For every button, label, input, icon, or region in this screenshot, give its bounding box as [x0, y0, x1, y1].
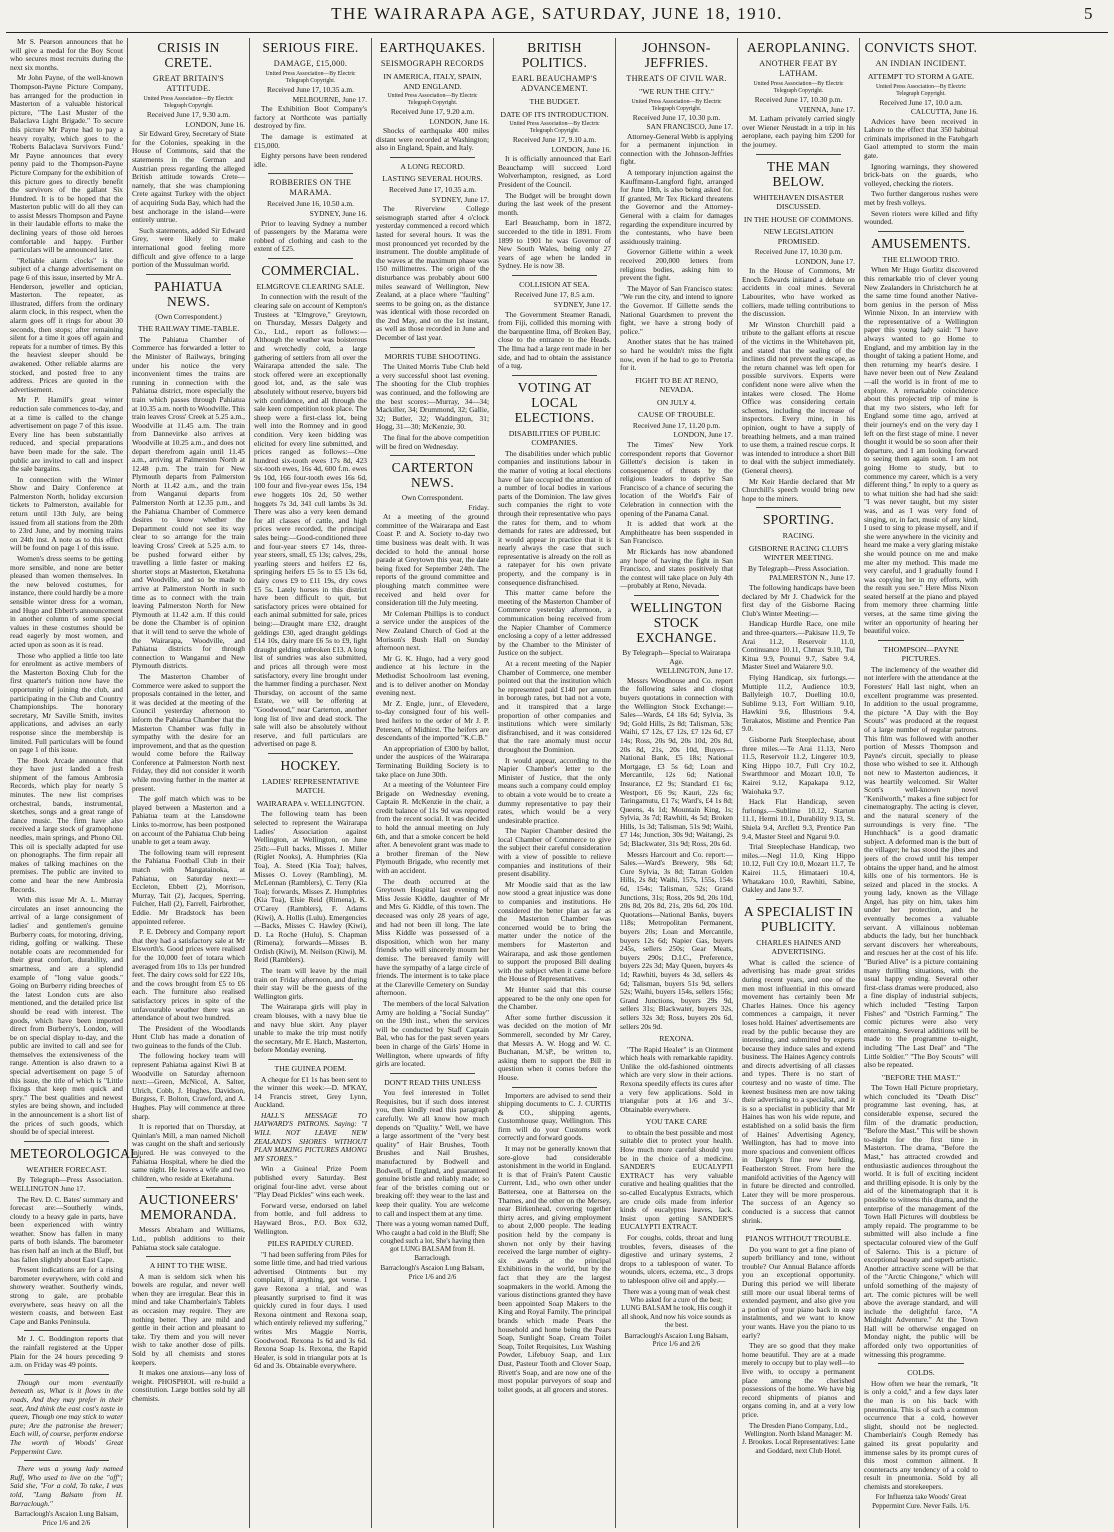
divider — [24, 1460, 109, 1461]
wire-credit: United Press Association—By Electric Telegraph Copyright. — [876, 83, 966, 97]
paragraph: For coughs, colds, throat and lung troubles, fevers, diseases of the digestive and urinary systems, 2 drops to a tablespoon of water. To wounds, ulcers, eczema, etc., 3 drops to tablespoon olive oil and apply.— — [620, 1233, 733, 1285]
column-3 — [250, 38, 372, 1528]
subheading: GREAT BRITAIN'S ATTITUDE. — [152, 74, 225, 93]
subheading: SEISMOGRAPH RECORDS — [380, 59, 485, 68]
divider — [24, 1374, 109, 1375]
subheading: YOU TAKE CARE — [645, 1117, 708, 1127]
paragraph: The United Morris Tube Club held a very successful shoot last evening. The shooting for the Club trophies was continued, and the following are the best scores:—Murray, 34—34; Mackiller, 34; Drummond, 32; Gallie, 32; Butler, 32; Waddington, 31; Hogg, 31—30; McKenzie, 30. — [376, 362, 489, 432]
dateline: Received June 17, 10.30 p.m. — [754, 247, 843, 257]
paragraph: Advices have been received in Lahore to the effect that 350 habitual criminals imprisoned in the Fatehgarh Gaol attempted to storm the main gate. — [864, 116, 978, 161]
subheading: ROBBERIES ON THE MARAMA. — [269, 178, 352, 198]
divider — [878, 231, 964, 232]
paragraph: Handicap Hurdle Race, one mile and three-quarters.—Pakisaw 11.9, Te Arai 11.2, Reservoir 11.0, Continuance 10.11, Chmax 9.10, Tui Kitua 9.9, Pounui 9.7, Sabre 9.4, Master Steel and Waiarere 9.0. — [742, 619, 855, 672]
subheading: THE GUINEA POEM. — [274, 1064, 347, 1073]
subheading: CHARLES HAINES AND ADVERTISING. — [756, 937, 841, 957]
paragraph: Trial Steeplechase Handicap, two miles.—Negl 11.0, King Hippo 10.12, Full Cry 10.0, Mozart 11.7, Te Kairei 11.5, Himataeri 10.4, Whatakaro 10.0, Rawhiti, Sabine, Oakley and Jane 9.7. — [742, 842, 855, 895]
column-7 — [738, 38, 860, 1528]
subheading: PIANOS WITHOUT TROUBLE. — [745, 1234, 852, 1244]
headline: AMUSEMENTS. — [871, 235, 971, 251]
subheading: ON JULY 4. — [657, 397, 696, 407]
paragraph: Forward verse, endorsed on label from bottle, and full address to Hayward Bros., P.O. Box 632, Wellington. — [254, 1200, 367, 1236]
column-2 — [128, 38, 250, 1528]
divider — [268, 753, 353, 754]
headline: WELLINGTON STOCK EXCHANGE. — [630, 600, 723, 645]
subheading: ANOTHER FEAT BY LATHAM. — [759, 59, 838, 78]
paragraph: A cheque for £1 1s has been sent to the winner this week:—D. M'KAY, 14 Francis street, Grey Lynn, Auckland. — [254, 1074, 367, 1110]
subheading: "WE RUN THE CITY." — [639, 87, 714, 96]
paragraph: The Masterton Chamber of Commerce were asked to support the proposals contained in the letter, and it was decided at the meeting of the Council yesterday afternoon to inform the Pahiatua Chamber that the Masterton Chamber was fully in sympathy with the desire for an improvement, and that as the question would come before the Railway Conference at Palmerston North next Friday, they did not consider it worth while moving further in the matter at present. — [132, 671, 245, 793]
headline: AEROPLANING. — [747, 40, 850, 55]
subheading: PILES RAPIDLY CURED. — [267, 1239, 354, 1249]
paragraph: Importers are advised to send their shipping documents to C. J. CURTIS & CO., shipping agents, Customhouse quay, Wellington. This firm will do your Customs work correctly and forward goods. — [498, 1090, 611, 1143]
paragraph: The Rev. D. C. Bates' summary and forecast are:—Southerly winds, cloudy to a heavy gale in parts, have been experienced with wintry weather. Snow has fallen in many parts of both islands. The barometer has risen half an inch at the Bluff, but has fallen slightly about East Cape. — [10, 1194, 123, 1264]
paragraph: Prior to leaving Sydney a number of passengers by the Marama were robbed of clothing and cash to the extent of £25. — [254, 218, 367, 254]
paragraph: Flying Handicap, six furlongs.—Muttiple 11.2, Audience 10.9, Ballyleigh 10.7, Duelling 10.0, Sublime 9.13, Fort William 9.10, Hawkini 9.6, Illustrious 9.4, Terakatos, Mistime and Prentice Pan 9.0. — [742, 672, 855, 734]
paragraph: Another states that he has trained so hard he wouldn't miss the fight now, even if he had to go to Pretoria for it. — [620, 337, 733, 373]
dateline: Received June 17, 8.5 a.m. — [514, 290, 595, 300]
divider — [146, 1256, 231, 1257]
divider — [146, 1187, 231, 1188]
columns — [6, 38, 1108, 1528]
subheading: FIGHT TO BE AT RENO, NEVADA. — [635, 375, 718, 395]
paragraph: Mr Winston Churchill paid a tribute to the gallant efforts at rescue of the victims in the Whitehaven pit, and stated that the sealing of the inclines did not prevent the escape, as the return channel was left open for possible survivors. Experts were confident none were alive when the intakes were closed. The Home Office was considering certain schemes, including the increase of inspectors. Every mine, in his opinion, ought to have a supply of breathing helmets, and a man trained to use them, a trained rescue corps. It was intended to introduce a short Bill to deal with the subject immediately. (General cheers). — [742, 319, 855, 475]
paragraph: M. Latham privately carried singly over Wiener Neustadt in a trip in his aeroplane, each paying him £200 for the journey. — [742, 114, 855, 149]
paragraph: An appropriation of £300 by ballot, under the auspices of the Wairarapa Terminating Building Society is to take place on June 30th. — [376, 743, 489, 779]
paragraph: They are so good that they make home beautiful. They are at a made merely to occupy but to play well—to live with, to occupy a permanent place among the cherished possessions of the home. We have big record shipments of pianos and organs coming in, and at a very low price. — [742, 1341, 855, 1419]
verse: Though our mom eventually beneath us, What is it flows in the roads, And they may prefer in their seat, And think the east cost's taste in queen, Though one may stick to water pure; Are the patronise the brewer; Each will, of course, perform endorse The worth of Woods' Great Peppermint Cure. — [10, 1377, 123, 1456]
paragraph: A man is seldom sick when his bowels are regular, and never well when they are irregular. Bear this in mind and take Chamberlain's Tablets as occasion may require. They are nothing better. They are mild and gentle in their action and pleasant to take. Try them and you will never wish to take another dose of pills. Sold by all chemists and stores keepers. — [132, 1271, 245, 1367]
divider — [756, 1229, 841, 1230]
paragraph: At a meeting of the Volunteer Fire Brigade on Wednesday evening, Captain R. McKenzie in the chair, a credit balance of 11s 9d was reported from the recent social. It was decided to hold the annual meeting on July 6th, and that a smoke concert be held after. A benevolent grant was made to a brother fireman of the New Plymouth Brigade, who recently met with an accident. — [376, 780, 489, 876]
paragraph: The final for the above competition will be fired on Wednesday. — [376, 432, 489, 451]
subheading: DATE OF ITS INTRODUCTION. — [500, 109, 609, 119]
dateline: Received June 16, 10.50 a.m. — [266, 199, 355, 209]
headline: CARTERTON NEWS. — [391, 460, 474, 491]
paragraph: The inclemency of the weather did not interfere with the attendance at the Foresters' Hall last night, when an excellent programme was presented. In addition to the usual programme, the picture "A Day with the Boy Scouts" was produced at the request of a large number of regular patrons. This film was followed with another portion of Messrs Thompson and Payne's circuit, specially to please those who wished to see it. Although not new to Masterton audiences, it was heartily welcomed. Sir Walter Scott's well-known novel "Kenilworth," makes a fine subject for cinematography. The acting is clever, and the natural scenery of the surroundings is very fine. "The Hunchback" is a good dramatic subject. A deformed man is the butt of the villager; he has stood the jibes and jeers of the crowd until his temper obtains the upper hand, and he almost kills one of his tormentors. He is seized and placed in the stocks. A young lady, known as the Village Angel, has pity on him, takes him under her protection, and he eventually becomes a valuable servant. A villainous nobleman abducts the lady, but her hunchback servant discovers her whereabouts, and rescues her at the cost of his life. "Buried Alive" is a picture containing many thrilling situations, with the usual happy ending. Several other first-class dramas were produced, also a fine display of industrial subjects, which included "Testing Tarpon Fishes" and "Ostrich Farming." The comic pictures were also very entertaining. Several additions will be made to the programme to-night, including "The Last Deal" and "The Little Soldier." "The Boy Scouts" will also be repeated. — [864, 664, 978, 1070]
paragraph: The Budget will be brought down during the last week of the present month. — [498, 190, 611, 217]
dateline: Received June 17, 9.10 a.m. — [512, 135, 597, 144]
dateline: Received June 17, 9.30 a.m. — [146, 110, 231, 119]
paragraph: Two further dangerous rushes were met by fresh volleys. — [864, 189, 978, 208]
divider — [512, 275, 597, 276]
dateline: Received June 17, 10.35 a.m. — [388, 184, 477, 194]
divider — [512, 375, 597, 376]
paragraph: "I had been suffering from Piles for some little time, and had tried various advertised Ointments but my complaint, if anything, got worse. I gave Rexona a trial, and was pleasantly surprised to find it was quickly cured in four days. I used Rexona ointment and Rexona soap, which entirely relieved my suffering," writes Mrs Maggie Norris, Goodwood. Rexona 1s 6d and 3s 6d. Rexona Soap 1s. Rexona, the Rapid Healer, is sold in triangular pots at 1s 6d and 3s. Obtainable everywhere. — [254, 1249, 367, 1371]
paragraph: At a meeting of the ground committee of the Wairarapa and East Coast P. and A. Society to-day two time business was dealt with. It was decided to hold the annual horse parade at Greytown this year, the date being fixed for September 24th. The reports of the ground committee and ploughing match committee were received and held over for consideration till the July meeting. — [376, 512, 489, 608]
paragraph: Attorney-General Webb is applying for a permanent injunction in connection with the Johnson-Jeffries fight. — [620, 131, 733, 167]
paragraph: Mr S. Pearson announces that he will give a medal for the Boy Scout who secures most recruits during the next six months. — [10, 37, 123, 72]
paragraph: It is added that work at the Amphitheatre has been suspended in San Francisco. — [620, 519, 733, 546]
dateline: Received June 17, 10.30 p.m. — [754, 95, 843, 104]
subheading: REXONA. — [659, 1034, 694, 1044]
place-dateline: LONDON, June 17. — [795, 256, 855, 266]
paragraph: Mr Keir Hardie declared that Mr Churchill's speech would bring new hope to the miners. — [742, 476, 855, 503]
headline: A SPECIALIST IN PUBLICITY. — [743, 903, 854, 934]
paragraph: The following team will represent the Pahiatua Football Club in their match with Mangatainoka, at Pahiatua, on Saturday next:—Eccleton, Ebbett (2), Morrison, Murray, Tait (2), Jacques, Sperring, Fulcher, Hall (2), Farrell, Fairbrother, Eddie. Mr Bradstock has been appointed referee. — [132, 847, 245, 926]
paragraph: With this issue Mr A. L. Murray circulates an inset announcing the arrival of a large consignment of ladies' and gentlemen's genuine Burberry coats, for motoring, driving, riding, golfing or walking. These notable coats are recommended for their great comfort, durability, and smartness, and are a splendid example of "long value goods." Going on Burberry riding breeches of the latest London cuts are also mentioned, and the detailed price list should be read with interest. The goods, which have been imported direct from Burberry's, London, will be on special display to-day, and the public are invited to call and see for themselves the extensiveness of the range. Attention is also drawn to a special advertisement on page 5 of this issue, the title of which is "Little fixings that keep men quick and spry." The best qualities and newest styles are being shown, and included in the announcement is a short list of the prices of such goods, which should be of special interest. — [10, 895, 123, 1137]
place-dateline: WELLINGTON, June 17. — [655, 666, 733, 676]
paragraph: The following team has been selected to represent the Wairarapa Ladies' Association against Wellington, at Wellington, on June 25th:—Full backs, Misses J. Miller (Riglet Nooks), A. Humphries (Kia Toa), A. Steed (Kia Toa); halves, Misses O. Lovey (Rambling), M. McLennan (Ramblers), C. Terry (Kia Toa); forwards, Misses Z. Humphries (Kia Toa), Elsie Reid (Rimena), K. O'Carey (Ramblers), F. Adams (Kiwi), A. Hollis (Lulu). Emergencies—Backs, Misses C. Hawley (Kiwi), D. La Roche (Hulu), S. Chapman (Rimena); forwards—Misses B. Ordish (Kiwi), M. Neilson (Kiwi), M. Reid (Ramblers). — [254, 809, 367, 965]
paragraph: Present indications are for a rising barometer everywhere, with cold and showery weather. Southerly winds, strong to gale, are probable everywhere, seas heavy on all the western coasts, and between East Cape and Banks Peninsula. — [10, 1265, 123, 1326]
place-dateline: VIENNA, June 17. — [798, 104, 855, 114]
paragraph: A temporary injunction against the Kauffmann-Langford fight, arranged for June 18th, is also being asked for. If granted, Mr Tex Rickard threatens the Governor and the Attorney-General with a claim for damages regarding the expenditure incurred by the contestants, who have been assiduously training. — [620, 168, 733, 246]
headline: HOCKEY. — [280, 757, 341, 773]
paragraph: Mr Z. Engle, junr., of Elevedere, to-day consigned four of his well-bred heifers to the order of Mr J. P. Petersen, of Midhirst. The heifers are descendants of the imported "K.C.B." — [376, 698, 489, 743]
divider — [390, 347, 475, 348]
headline: METEOROLOGICAL. — [10, 1145, 143, 1161]
paragraph: Do you want to get a fine piano of superb brilliancy and tone, without trouble? Our Annual Balance affords you an exceptional opportunity. During this period we will liberate still more our usual liberal terms of extended payment, and also give you a portion of your piano back in easy instalments, and we want to know your wants. Have you the piano to us early? — [742, 1244, 855, 1340]
subheading: LADIES' REPRESENTATIVE MATCH. — [262, 776, 359, 796]
paragraph: The disabilities under which public companies and institutions labour in the matter of voting at local elections have of late occupied the attention of a number of local bodies in various parts of the Dominion. The law gives such companies the right to vote through their representative who pays the rates for them, and to whom demands for rates are addressed, but it would appear in practice that it is nearly always the case that such representative is already on the roll as a ratepayer for his own private property, and the company is in consequence disfranchised. — [498, 448, 611, 587]
place-dateline: SAN FRANCISCO, June 17. — [646, 122, 733, 132]
place-dateline: LONDON, June 17. — [673, 430, 733, 440]
divider — [390, 157, 475, 158]
divider — [268, 1059, 353, 1060]
paragraph: The Times' New York correspondent reports that Governor Gillette's decision is taken in consequence of threats by the religious leaders to deprive San Francisco of a chance of securing the location of the World's Fair of Celebration in connection with the opening of the Panama Canal. — [620, 439, 733, 518]
subheading: ATTEMPT TO STORM A GATE. — [867, 72, 975, 81]
subheading: DON'T READ THIS UNLESS — [384, 1077, 481, 1087]
advert-text: Barraclough's Ascaion Lung Balsam, Price 1/6 and 2/6 — [624, 1331, 729, 1348]
paragraph: Hack Flat Handicap, seven furlongs.—Sublime 10.12, Starton 11.1, Hermi 10.1, Durability 9.13, St. Shiela 9.4, Arcflett 9.3, Prentice Pan 9.4, Master Steel and Ngarui 9.0. — [742, 797, 855, 841]
place-dateline: SYDNEY, June 16. — [309, 208, 367, 218]
subheading: IN THE HOUSE OF COMMONS. — [743, 214, 854, 224]
subheading: MORRIS TUBE SHOOTING. — [384, 351, 481, 361]
subheading: RACING. — [782, 531, 815, 541]
paragraph: Messrs Woodhouse and Co. report the following sales and closing buyers quotations in connection with the Wellington Stock Exchange:—Sales—Wards, £4 18s 6d; Sylvia, 3s 9d; Gold Hills, 2s 8d; Talisman, 53s; Waihi, £7 12s, £7 12s, £7 12s 6d, £7 14s; Ross, 20s 9d, 20s 10d, 20s 8d, 20s 8d, 21s, 20s 10d, Buyers—National Bank, £5 18s; National Mortgage, £3 5s 6d; Loan and Mercantile, 12s 6d; National Insurance, £2 9s; Standard £1 6s; Westport, £6 9s; Kauri, 22s 6s; Taringamutu, £1 7s; Ward's, £4 1s 8d; Queens, 4s 1d; Mountain King, 1s; Sylvia, 3s 7d; Rawhiti, 4s 5d; Broken Hills, 1s 3d; Talisman, 51s 9d; Waihi, £7 14s; Junction, 30s 9d; Waitangi, 2s 5d; Blackwater, 31s 9d; Ross, 20s 6d. — [620, 675, 733, 849]
subheading: A HINT TO THE WISE. — [149, 1261, 228, 1271]
headline: CRISIS IN CRETE. — [157, 40, 220, 70]
masthead — [0, 4, 1114, 30]
paragraph: In the House of Commons, Mr Enoch Edwards initiated a debate on accidents in coal mines. Several Labourites, who have worked as colliers, made telling contributions to the discussion. — [742, 266, 855, 319]
paragraph: It is officially announced that Earl Beauchamp will succeed Lord Wolverhampton, resigned, as Lord President of the Council. — [498, 154, 611, 189]
dateline: Received June 17, 11.20 p.m. — [632, 420, 721, 430]
paragraph: The Napier Chamber desired the local Chamber of Commerce to give the subject their careful consideration with a view of possible to relieve companies and institutions of their present disability. — [498, 826, 611, 879]
subheading: GISBORNE RACING CLUB'S WINTER MEETING. — [748, 543, 849, 563]
divider — [268, 173, 353, 174]
paragraph: The death occurred at the Greytown Hospital last evening of Miss Jessie Kiddle, daughter of Mr and Mrs G. Kiddle, of this town. The deceased was only 28 years of age, and had not been ill long. The late Miss Kiddle was possessed of a disposition, which won her many friends who will sincerely mourn her demise. The bereaved family will have the sympathy of a large circle of friends. The interment is to take place at the Clareville Cemetery on Sunday afternoon. — [376, 876, 489, 998]
headline: COMMERCIAL. — [261, 262, 360, 278]
paragraph: Messrs Harcourt and Co. report:—Sales.—Ward's Brewery, 98s 6d; Cure Sylvia, 3s 8d; Tatran Golden Hills, 2s 8d; Waihi, 157s, 155s, 154s 6d, 154s; Talisman, 52s; Grand Junctions, 31s; Ross, 20s 9d, 20s 10d, 20s 8d, 20s 8d, 21s, 20s 6d, 20s 10d. Quotations—National Banks, buyers 118s; Metropolitan Permanent, buyers 20s; Loan and Mercantile, buyers 12s 6d; Napier Gas, buyers 245s, sellers 250s; Gear Meats, buyers 290s; D.I.C., Preference, buyers 22s 3d; May Queen, buyers 4s 1d; Rawhiti, buyers 4s 3d, sellers 4s 6d; Talisman, buyers 51s 9d, sellers 52s; Waihi, buyers 154s, sellers 156s; Grand Junctions, buyers 29s 9d, sellers 31s; Blackwater, buyers 32s, sellers 32s 3d; Ross, buyers 20s 6d, sellers 20s 9d. — [620, 849, 733, 1031]
column-4 — [372, 38, 494, 1528]
paragraph: The Riverview College seismograph started after 4 o'clock yesterday commenced a record which lasted for several hours. It was the most pronounced yet recorded by the instrument. The double amplitude of the waves at the maximum phase was 150 millimetres. The origin of the disturbance was probably about 600 miles seaward of Wellington, New Zealand, at a place where "faulting" seems to be going on, as the distance was identical with those recorded on the 2nd May, and on the 1st instant, as well as those recorded in June and December of last year. — [376, 204, 489, 343]
subheading: COLLISION AT SEA. — [519, 279, 590, 289]
headline: BRITISH POLITICS. — [521, 40, 588, 70]
paragraph: It is reported that on Thursday, at Quinlan's Mill, a man named Nicholl was caught on the shaft and seriously injured. He was conveyed to the Pahiatua Hospital, where he died the same night. He leaves a wife and two children, who reside at Eketahuna. — [132, 1122, 245, 1183]
paragraph: Seven rioters were killed and fifty wounded. — [864, 208, 978, 227]
wire-credit: United Press Association—By Electric Telegraph Copyright. — [265, 71, 356, 84]
divider — [756, 154, 841, 155]
divider — [878, 640, 964, 641]
paragraph: It may not be generally known that sore-glove had considerable astonishment in the world in England. It is that of Frain's Patent Caustic Current, Ltd., who own other under Battersea, one at Battersea on the Thames, and the other on the Mersey, near Birkenhead, covering together thirty acres, and giving employment to about 2,000 people. The leading position held by the company is shown not only by their having received the large number of eighty-six awards at the principal Exhibitions in the world, but by the fact that they are the largest soapmakers in the world. Among the various distinctions granted they have been appointed Soap Makers to the King and Royal Family. The principal brands which made Pears the household and home being the Pears Soap, Sunlight Soap, Cream Toilet Soap, Toilet Requisites, Lux Washing Powder, Lifebuoy Soap, and Lux Dust, Pasteur Tooth and Clover Soap, Rivett's Soap, and are now one of the most popular purveyors of soap and toilet goods, at all grocers and stores. — [498, 1144, 611, 1394]
paragraph: Such statements, added Sir Edward Grey, were likely to make international good feeling more difficult and give offence to a large portion of the Mussulman world. — [132, 225, 245, 270]
divider — [512, 1087, 597, 1088]
paragraph: P. E. Debrecy and Company report that they had a satisfactory sale at Mr Elsworth's. Good prices were realised for the 10,000 feet of totara which averaged from 10s to 13s per hundred feet. The dairy cows sold for £22 10s, and the cows brought from £5 to £6 each. The furniture also realised satisfactory prices in spite of the unfavourable weather there was an attendance of about two hundred. — [132, 927, 245, 1023]
paragraph: The Pahiatua Chamber of Commerce has forwarded a letter to the Minister of Railways, bringing under his notice the very inconvenient times the trains are running in connection with the Pahiatua district, more especially the train which passes through Pahiatua at 10.35 a.m. north to Woodville. This train leaves Cross' Creek at 5.25 a.m., Woodville at 11.45 a.m. The train from Dannevirke also arrives at Woodville at 10.25 a.m., and does not depart therefrom again until 11.45 a.m., arriving at Palmerston North at 12.48 p.m. The train for New Plymouth departs from Palmerston North at 11.42 a.m., and the train from Wanganui departs from Palmerston North at 12.35 p.m., and the Pahiatua Chamber of Commerce desires to know whether the Department could not see its way clear to so arrange for the train leaving Cross' Creek at 5.25 a.m. to be pushed forward either by travelling a little faster or making shorter stops at Masterton, Eketahuna and Woodville, and so be made to arrive at Palmerston North in such time as to connect with the train leaving Palmerston North for New Plymouth at 11.42 a.m. If this could be done the Chamber is of opinion that it will tend to serve the whole of the Wairarapa, Woodville, and Pahiatua districts for through connection to Wanganui and New Plymouth districts. — [132, 334, 245, 671]
divider — [390, 1073, 475, 1074]
headline: SPORTING. — [762, 512, 835, 528]
verse: HALL'S MESSAGE TO HAYWARD'S PATRONS. Saying: "I WILL NOT LEAVE NEW ZEALAND'S SHORES WITHOUT PLAN MAKING PICTURES AMONG MY STORES." — [254, 1110, 367, 1163]
paragraph: Sir Edward Grey, Secretary of State for the Colonies, speaking in the House of Commons, said that the statements in the German and Austrian press regarding the alleged British attitude towards Crete—namely, that she was championing Crete against Turkey with the object of acquiring Suda Bay, which had the best anchorage in the island—were entirely untrue. — [132, 129, 245, 225]
paragraph: You feel interested in Tollet Requisites, but if such does interest you, then kindly read this paragraph carefully. We all know how much depends on "Quality." Well, we have a large assortment of the "very best quality" of Hair Brushes, Tooth Brushes and Nail Brushes, manufactured by Bodwell and Bodwell, of England, and guaranteed genuine bristle and reliably made; so fear of the bristles coming out or breaking off: they wear to the last and keep their quality. You are welcome to call and inspect them at any time. — [376, 1088, 489, 1218]
advert-text: There was a young man of weak chest Who asked for a cure of the best; LUNG BALSAM he took, His cough it all shook, And now his voice sounds as the best. — [621, 1287, 732, 1330]
advert-text: There was a young woman named Duff, Who caught a bad cold in the Bluff; She coughed such a lot, She's having then got LUNG BALSAM from H. Barraclough. — [376, 1220, 489, 1262]
dateline: Received June 17, 9.20 a.m. — [390, 107, 475, 116]
headline: THE MAN BELOW. — [766, 158, 831, 189]
paragraph: Mr John Payne, of the well-known Thompson-Payne Picture Company, has arranged for the production in Masterton of a valuable historical picture, "The Last Muster of the Balaclava Light Brigade." To secure this picture Mr Payne had to pay a heavy royalty, which goes to the 'Roberts Balaclava Survivors Fund.' Mr Payne announces that every penny paid to the Thompson-Payne Picture Company for the exhibition of this picture goes to directly benefit the survivors of the gallant Six Hundred. It is to be hoped that the Masterton public will do all they can to assist Messrs Thompson and Payne in their laudable efforts to make the declining years of those old heroes comfortable and happy. Further particulars will be announced later. — [10, 73, 123, 255]
place-dateline: MELBOURNE, June 17. — [292, 94, 367, 104]
place-dateline: LONDON, June 16. — [185, 119, 245, 129]
paragraph: Gisborne Park Steeplechase, about three miles.—Te Arai 11.13, Nero 11.5, Reservoir 11.2, Lingerer 10.9, King Hippo 10.7, Full Cry 10.2, Swarthmoor and Mozart 10.0, Te Kairei 9.12, Kapakapa 9.12, Waiohaka 9.7. — [742, 735, 855, 796]
dateline: Received June 17, 10.0 a.m. — [879, 97, 963, 107]
verse: There was a young lady named Ruff, Who used to live on the "off"; Said she, "For a cold, To take, I was told, "Lung Balsam from H. Barraclough." — [10, 1464, 123, 1508]
divider — [878, 1363, 964, 1364]
dateline: Own Correspondent. — [401, 493, 464, 503]
divider — [756, 507, 841, 508]
masthead-rule — [6, 32, 1108, 33]
column-6 — [616, 38, 738, 1528]
headline: VOTING AT LOCAL ELECTIONS. — [514, 379, 595, 425]
wire-credit: United Press Association—By Electric Telegraph Copyright. — [387, 93, 478, 106]
subheading: ELMGROVE CLEARING SALE. — [256, 281, 365, 291]
subheading: THOMPSON—PAYNE PICTURES. — [883, 644, 959, 664]
subheading: THE ELLWOOD TRIO. — [882, 254, 960, 264]
advert-text: Barraclough's Ascaion Lung Balsam, Price 1/6 and 2/6 — [380, 1264, 485, 1281]
subheading: EARL BEAUCHAMP'S ADVANCEMENT. — [511, 74, 598, 93]
headline: SERIOUS FIRE. — [262, 40, 359, 55]
wire-credit: United Press Association—By Electric Telegraph Copyright. — [143, 96, 234, 109]
column-5 — [494, 38, 616, 1528]
place-dateline: LONDON, June 16. — [429, 116, 489, 126]
subheading: "BEFORE THE MAST." — [881, 1072, 961, 1082]
subheading: COLDS. — [907, 1368, 935, 1378]
headline: EARTHQUAKES. — [379, 40, 486, 55]
place-dateline: SYDNEY, June 17. — [431, 194, 489, 204]
paragraph: The following handicaps have been declared by Mr J. Chadwick for the first day of the Gisborne Racing Club's Winter Meeting:— — [742, 582, 855, 618]
subheading: WHITEHAVEN DISASTER DISCUSSED. — [753, 192, 844, 212]
paragraph: It would appear, according to the Napier Chamber's letter to the Minister of Justice, that the only means such a company could employ to obtain a vote would be to create a dummy representative to pay their rates, which would be a very undesirable practice. — [498, 755, 611, 825]
place-dateline: SYDNEY, June 17. — [553, 300, 611, 309]
headline: CONVICTS SHOT. — [864, 40, 978, 55]
paragraph: Those who applied a little too late for enrolment as active members of the Masterton Boxing Club for the first quarter's tuition now have the opportunity of joining the club, and participating in the Club and Country Championships. The honorary secretary, Mr Saville Smith, invites applications, and advises an early response since the membership is limited. Full particulars will be found on page 1 of this issue. — [10, 650, 123, 755]
divider — [146, 274, 231, 275]
subheading: IN AMERICA, ITALY, SPAIN, AND ENGLAND. — [383, 72, 482, 91]
dateline: Received June 17, 10.35 a.m. — [266, 85, 355, 94]
paragraph: "Reliable alarm clocks" is the subject of a change advertisement on page 6 of this issue, inserted by Mr A. Henderson, jeweller and optician, Masterton. The repeater, as illustrated, differs from the ordinary alarm clock, in this respect, when the alarm goes off it rings for about 30 seconds, then stops; after remaining silent for a time it goes off again and repeats for a number of times. By this the heaviest sleeper should be awakened. Other reliable alarms are stocked, and posted free to any address. Prices are quoted in the advertisement. — [10, 255, 123, 394]
paragraph: In connection with the result of the clearing sale on account of Kempton's Trustees at "Elmgrove," Greytown, on Thursday, Messrs Dalgety and Co., Ltd., report as follows:—Although the weather was boisterous and wretchedly cold, a large gathering of settlers from all over the Wairarapa attended the sale. The stock offered were an exceptionally good lot, and, as the sale was absolutely without reserve, buyers bid with confidence, and all through the sale keen competition took place. The sheep were a first-class lot, being well into the Romney and in good condition. Very keen bidding was elicited for every line submitted, and prices ranged as follows:—One hundred six-tooth ewes 17s 8d, 423 six-tooth ewes, 16s 4d, 600 f.m. ewes 9s 10d, 166 four-tooth ewes 16s 6d, 100 four and five-year ewes 15s, 194 ewe hoggets 10s 2d, 50 wether hoggets 7s 3d, 341 cull lambs 3s 3d. There was also a very keen demand for all classes of cattle, and high prices were recorded, the principal sales being:—Good-conditioned three and four-year steers £7 14s, three-year steers, small, £5 13s; calves, 29s, yearling steers and heifers £2 6s, springing heifers £5 5s to £5 13s 6d, dairy cows £9 to £11 19s, dry cows £5 5s. Lately horses in this district have been difficult to quit, but satisfactory prices were obtained for each animal submitted for sale, prices being:—Draught mare £32, draught geldings £30, aged draught geldings £14 10s, dairy mare £6 5s to £9, light draught gelding unbroken £13. A long list of sundries was also submitted, and prices all through were most satisfactory, every line brought under the hammer finding a purchaser. Next Thursday, on account of the same Estate, we will be offering at "Goodwood," near Carterton, another long list of live and dead stock. The sale will also be absolutely without reserve, and full particulars are advertised on page 8. — [254, 292, 367, 749]
paragraph: By Telegraph—Press Association. WELLINGTON June 17. — [10, 1175, 123, 1193]
paragraph: Mr G. K. Hugo, had a very good audience at his lecture in the Methodist Schoolroom last evening, and is to deliver another on Monday evening next. — [376, 653, 489, 698]
subheading: A LONG RECORD. — [400, 161, 465, 171]
subheading: LASTING SEVERAL HOURS. — [382, 174, 483, 184]
divider — [268, 258, 353, 259]
subheading: THE BUDGET. — [529, 97, 580, 106]
divider — [634, 595, 719, 596]
divider — [390, 455, 475, 456]
paragraph: The team will leave by the mail train on Friday afternoon, and during their stay will be the guests of the Wellington girls. — [254, 966, 367, 1001]
paragraph: "The Rapid Healer" is an Ointment which heals with remarkable rapidity. Unlike the old-fashioned ointments which are very slow in their actions. Rexona speedily effects its cures after a very few applications. Sold in triangular pots at 1/6 and 3/-. Obtainable everywhere. — [620, 1044, 733, 1114]
paragraph: When Mr Hugo Gorlitz discovered this remarkable trio of clever young New Zealanders in Christchurch he at the same time found another Native-born genius in the person of Miss Winnie Nixon. In an interview with the representative of a Wellington paper this young lady said: "I have always wanted to go Home to England, and my ambition lay in the thought of taking a patient Home, and then returning my heart's desire. I have never been out of New Zealand—all the world is in front of me to explore. A remarkable coincidence about this projected trip of mine is that my two sisters, who left for England some time ago, arrived at their journey's end on the very day I left on the first stage of mine. I never thought it would be so soon after their departure, and I am looking forward to seeing them again soon. I am not going Home to study, but to commence my career, which is a very different thing." In reply to a query as to what tuition she had had she said: "I was never taught, but my sister was, and as I was very fond of singing, or, in fact, music of any kind, I used to sing to please myself, and if she were anywhere in the vicinity and heard me make a very glaring mistake she would pounce on me and make me alter my method. This made me very careful, and I gradually found I was copying her in my efforts, with the result you see." Here Miss Nixon seated herself at the piano and played from memory three charming little verses, at the same time giving the writer an opportunity of hearing her beautiful voice. — [864, 265, 978, 636]
paragraph: The Book Arcade announce that they have just landed a fresh shipment of the famous Ambrosia Records, which play for nearly 5 minutes. The new list comprises orchestral, bands, instrumental, sketches, songs and a great range of dance music. The firm have also received a large stock of gramophone needles, main springs, and Phono Oil. This oil is specially adapted for use on phonographs. The firm repair all makes of talking machines on the premises. The public are invited to come and hear the new Ambrosia Records. — [10, 755, 123, 894]
paragraph: The Wairarapa girls will play in cream blouses, with a navy blue tie and navy blue skirt. Any player unable to make the trip must notify the secretary, Mr E. Hatch, Masterton, before Monday evening. — [254, 1002, 368, 1055]
paragraph: How often we hear the remark, "It is only a cold," and a few days later the man is on his back with pneumonia. This is of such a common occurrence that a cold, however slight, should not be neglected. Chamberlain's Cough Remedy has gained its great popularity and immense sales by its prompt cures of this most common ailment. It counteracts any tendency of a cold to result in pneumonia. Sold by all chemists and storekeepers. — [864, 1378, 978, 1491]
subheading: DAMAGE, £15,000. — [273, 59, 348, 68]
place-dateline: CALCUTTA, June 16. — [910, 107, 978, 117]
wire-credit: United Press Association—By Electric Telegraph Copyright. — [631, 98, 722, 112]
subheading: THREATS OF CIVIL WAR. — [626, 74, 727, 83]
paragraph: Mr Moodie said that as the law now stood a great injustice was done to companies and institutions. He considered the better plan as far as the Masterton Chamber was concerned would be to bring the matter under the notice of the members for Masterton and Wairarapa, and ask those gentlemen to support the proposed Bill dealing with the subject when it came before the House of Representatives. — [498, 879, 611, 984]
dateline: By Telegraph—Special to Wairarapa Age. — [622, 648, 731, 666]
subheading: THE RAILWAY TIME-TABLE. — [137, 324, 240, 334]
paragraph: Shocks of earthquake 400 miles distant were recorded at Washington; also in England, Spain, and Italy. — [376, 126, 489, 153]
paragraph: Mr P. Hamill's great winter reduction sale commences to-day, and at a time is called to the change advertisement on page 7 of this issue. Every line has been substantially reduced, and special preparations have been made for the sale. The public are invited to call and inspect the sale bargains. — [10, 395, 123, 474]
paragraph: Mr J. C. Boddington reports that the rainfall registered at the Upper Plain for the 24 hours preceding 9 a.m. on Friday was 49 points. — [10, 1334, 123, 1370]
paragraph: The Town Hall Picture proprietary, which concluded its "Death Disc" programme last evening, has, at considerable expense, secured the film of the dramatic production, "Before the Mast." This will be shown to-night for the first time in Masterton. The drama, "Before the Mast," has attracted crowded and enthusiastic audiences throughout the world. It is full of exciting incident and thrilling episode. It is only by the aid of the kinematograph that it is possible to witness this drama, and the enterprise of the management of the Town Hall Pictures will doubtless be amply repaid. The programme to be submitted will also include a fine spectacular coloured view of the Gulf of Salerno. This is a picture of exceptional beauty and superb artistic. Another attractive scene will be that of the "Arctic Chingone," which will unfold something of the majesty of art. The comic pictures will be well above the average standard, and will include the delightful farce, "A Midnight Adventure." At the Town Hall will be otherwise engaged on Monday night, the public will be afforded only two opportunities of witnessing this programme. — [864, 1083, 978, 1359]
paragraph: The following hockey team will represent Pahiatua against Kiwi B at Woodville on Saturday afternoon next:—Green, McNicol, A. Salter, Ulrich, Cobb, J. Hughes, Davidson, Burgess, F. Bolton, Crawford, and A. Hughes. Play will commence at three sharp. — [132, 1051, 245, 1121]
paragraph: This matter came before the meeting of the Masterton Chamber of Commerce yesterday afternoon, a communication being received from the Napier Chamber of Commerce enclosing a copy of a letter addressed by the Chamber to the Minister of Justice on the subject. — [498, 588, 611, 658]
paragraph: Governor Gillette within a week received 200,000 letters from religious bodies, asking him to prevent the fight. — [620, 247, 733, 283]
divider — [24, 1141, 109, 1142]
paragraph: Earl Beauchamp, born in 1872, succeeded to the title in 1891. From 1899 to 1901 he was Governor of New South Wales, being only 27 years of age when he landed in Sydney. He is now 38. — [498, 218, 611, 271]
advert-text: For Influenza take Woods' Great Peppermint Cure. Never Fails. 1/6. — [872, 1493, 970, 1510]
paragraph: Women's dress seems to be getting more sensible, and none are better pleased than women themselves. In the new beloved costumes, for instance, there could hardly be a more sensible winter dress for a woman, and Hugo and Ebbett's announcement in another column of some special values in these costumes should be read eagerly by most women, and acted upon as soon as it is read. — [10, 554, 123, 649]
dateline: By Telegraph—Press Association. — [748, 563, 849, 573]
paragraph: Mr Coleman Phillips is to conduct a service under the auspices of the New Zealand Church of God at the Morison's Bush Hall on Sunday afternoon next. — [376, 608, 489, 653]
paragraph: Ignoring warnings, they showered brick-bats on the guards, who volleyed, checking the rioters. — [864, 161, 978, 188]
paragraph: The Mayor of San Francisco states: "We run the city, and intend to ignore the Governor. If Gillette sends the National Guardsmen to prevent the fight, we have a strong body of police." — [620, 283, 733, 336]
dateline: Received June 17, 10.30 p.m. — [632, 112, 721, 122]
paragraph: The golf match which was to be played between a Masterton and a Pahiatua team at the Lansdowne Links to-morrow, has been postponed on account of the Pahiatua Club being unable to get a team away. — [132, 794, 245, 847]
paragraph: Messrs Abraham and Williams, Ltd., publish additions to their Pahiatua stock sale catalogue. — [132, 1225, 245, 1252]
paragraph: It makes one anxious—any loss of weight. PHOSPHOL will re-build a constitution. Large bottles sold by all chemists. — [132, 1368, 245, 1403]
paragraph: The Government Steamer Ranadi, from Fiji, collided this morning with the barquentine Ilma, off Broken Bay, close to the entrance to the Heads. The Ilma had a large rent made in her side, and had to obtain the assistance of a tug. — [498, 309, 611, 371]
headline: AUCTIONEERS' MEMORANDA. — [138, 1192, 239, 1223]
subheading: WEATHER FORECAST. — [26, 1164, 107, 1174]
subheading: AN INDIAN INCIDENT. — [875, 59, 967, 68]
dateline: (Own Correspondent.) — [155, 311, 222, 321]
paragraph: At a recent meeting of the Napier Chamber of Commerce, one member pointed out that the institution which he represented paid £140 per annum in borough rates, but had not a vote, and it transpired that a large proportion of other companies and institutions which were similarly disfranchised, and it was considered that the rare anomaly must occur throughout the Dominion. — [498, 659, 611, 754]
subheading: DISABILITIES OF PUBLIC COMPANIES. — [508, 428, 601, 448]
column-1 — [6, 37, 143, 1528]
headline: PAHIATUA NEWS. — [154, 278, 223, 309]
advert-text: The Dresden Piano Company, Ltd., Wellington. North Island Manager: M. J. Brookes. Local Representatives: Lane and Goddard, next Club Hotel. — [742, 1421, 855, 1455]
subheading: CAUSE OF TROUBLE. — [637, 410, 716, 420]
paragraph: Win a Guinea! Prize Poem published every Saturday. Best original four-line advt. verse about "Play Dead Pickles" wins each week. — [254, 1164, 367, 1200]
divider — [24, 1330, 109, 1331]
divider — [756, 899, 841, 900]
subheading: NEW LEGISLATION PROMISED. — [763, 227, 834, 246]
paragraph: Mr Rickards has now abandoned any hope of having the fight in San Francisco, and states positively that the contest will take place on July 4th—probably at Reno, Nevada. — [620, 547, 733, 591]
masthead-title: THE WAIRARAPA AGE, SATURDAY, JUNE 18, 1910. — [331, 4, 783, 23]
paragraph: The President of the Woodlands Hunt Club has made a donation of two guineas to the funds of the Club. — [132, 1023, 245, 1050]
paragraph: What is called the science of advertising has made great strides during recent years, and one of the men most influential in this onward movement has certainly been Mr Charles Haines. Once his agency commences a campaign, it never loses hold. Haines' advertisements are read by the public because they are interesting, and submitted by experts because they induce sales and extend business. The Haines Agency controls and directs advertising of all classes and types. There is no start of courtesy and no waste of time. The keenest business men are now taking their advertising to a specialist, and it is so a specialist in publicity that Mr Haines has won his wide repute, and established on a solid basis the firm of Haines' Advertising Agency, Wellington, has had to move into more spacious and convenient offices in Dalgety's fine new building, Featherston Street. From here the manifold activities of the Agency will in future be directed and controlled. Later they will be more prosperous. The success of an Agency so conducted is a success that cannot shrink. — [742, 957, 855, 1225]
paragraph: The Exhibition Boot Company's factory at Northcote was partially destroyed by fire. — [254, 104, 367, 131]
page-number: 5 — [1084, 4, 1094, 23]
paragraph: The damage is estimated at £15,000. — [254, 131, 367, 150]
paragraph: In connection with the Winter Show and Dairy Conference at Palmerston North, holiday excursion tickets to Palmerston, available for return until 13th July, are being issued from all stations from the 20th to 23rd June, and by morning trains on 24th inst. A note as to this effect will be found on page 1 of this issue. — [10, 474, 123, 553]
advert-text: Barraclough's Ascaion Lung Balsam, Price 1/6 and 2/6 — [14, 1510, 119, 1527]
wire-credit: United Press Association—By Electric Telegraph Copyright. — [509, 121, 600, 134]
paragraph: Mr Hunter said that this course appeared to be the only one open for the Chamber. — [498, 984, 611, 1012]
wire-credit: United Press Association—By Electric Telegraph Copyright. — [753, 81, 844, 94]
paragraph: to obtain the best possible and most suitable diet to protect your health. How much more careful should you be in the choice of a medicine. SANDER'S EUCALYPTI EXTRACT has very valuable curative and healing qualities that the so-called Eucalyptus Extracts, which are crude oils made from inferior kinds of eucalyptus leaves, lack. Insist upon getting SANDER'S EUCALYPTI EXTRACT. — [620, 1127, 733, 1232]
place-dateline: LONDON, June 16. — [551, 144, 611, 154]
paragraph: Eighty persons have been rendered idle. — [254, 151, 367, 169]
headline: JOHNSON-JEFFRIES. — [642, 40, 711, 70]
paragraph: The members of the local Salvation Army are holding a "Social Sunday" on the 19th inst., when the services will be conducted by Staff Captain Bal, who has for the past seven years been in charge of the Girls' Home in Wellington, where upwards of fifty girls are located. — [376, 998, 489, 1069]
subheading: WAIRARAPA v. WELLINGTON. — [256, 798, 365, 808]
place-dateline: Friday. — [468, 502, 489, 512]
place-dateline: PALMERSTON N., June 17. — [769, 573, 855, 583]
column-8 — [860, 38, 982, 1528]
paragraph: After some further discussion it was decided on the motion of Mr Sommerell, seconded by Mr Carey, that Messrs A. W. Hogg and W. C. Buchanan, M.'sP., be written to, asking them to support the Bill in question when it comes before the House. — [498, 1012, 611, 1082]
